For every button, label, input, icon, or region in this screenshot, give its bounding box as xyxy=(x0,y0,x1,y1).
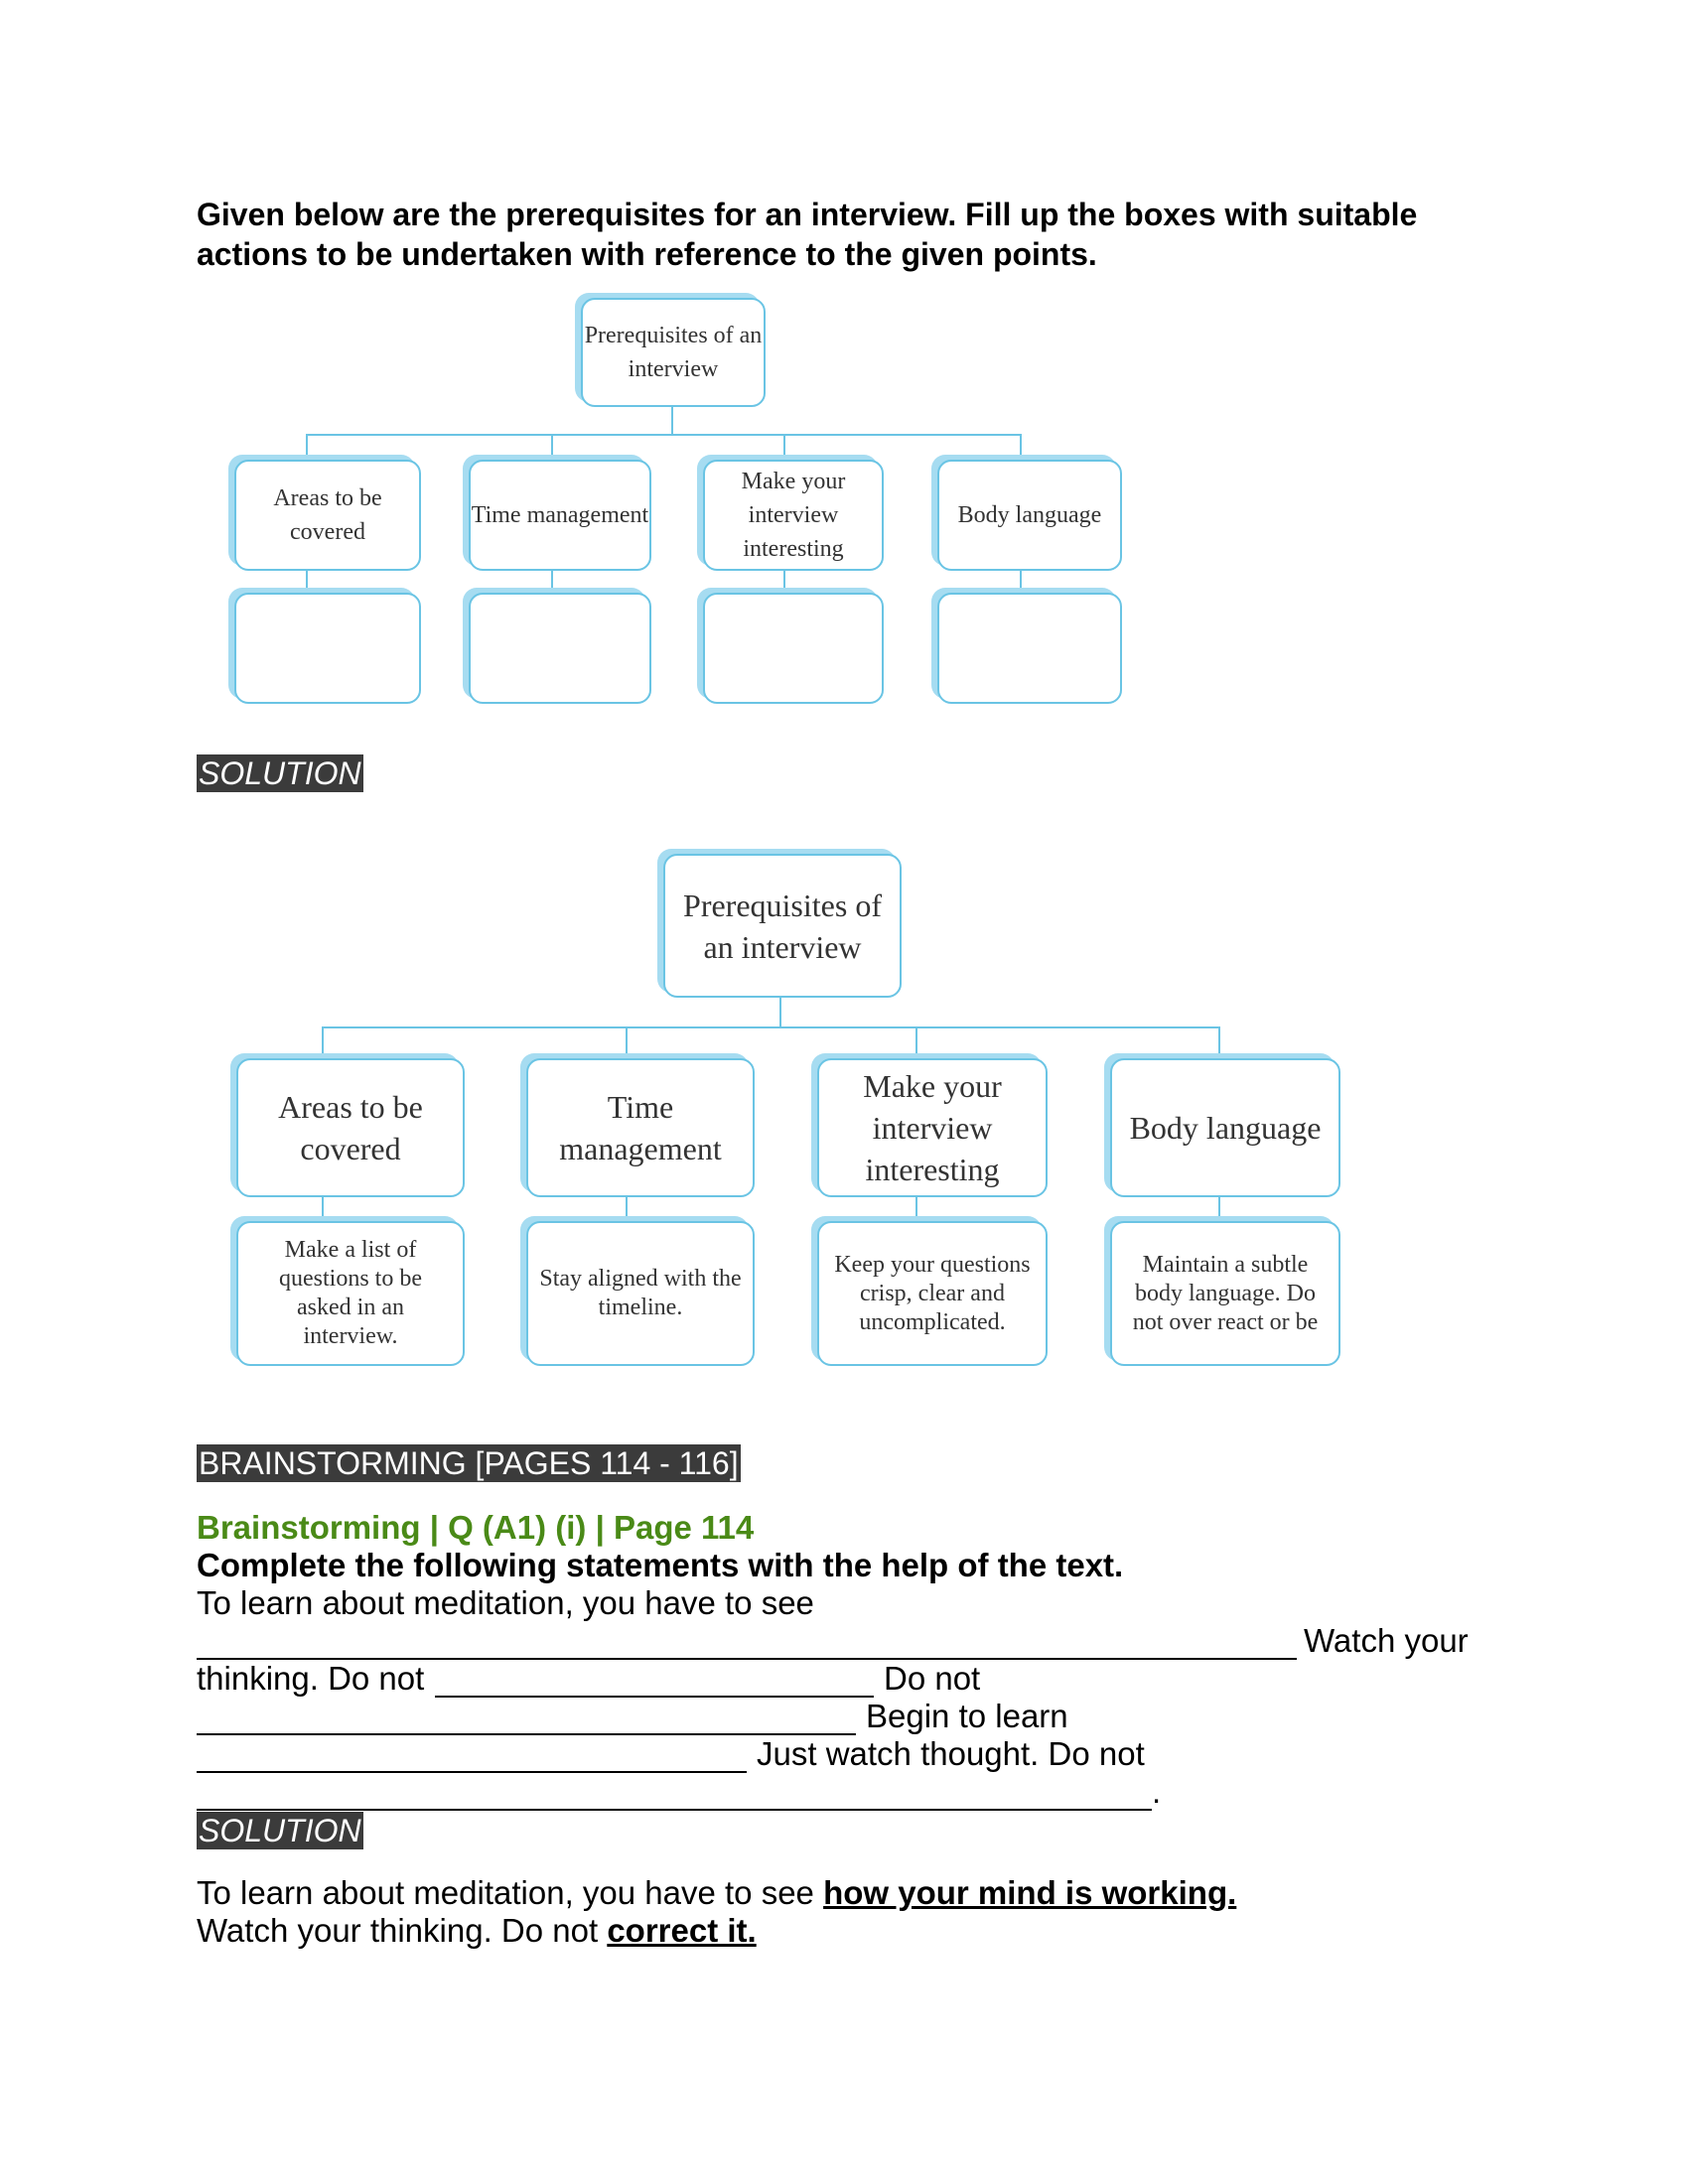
diagram-branch-box xyxy=(526,1058,755,1197)
diagram-branch-label: Time management xyxy=(559,1089,722,1166)
diagram-answer-text: Make a list of questions to be asked in an interview. xyxy=(279,1237,422,1349)
solution-label: SOLUTION xyxy=(199,755,361,791)
question-prompt: Complete the following statements with the help of the text. xyxy=(197,1547,1124,1583)
diagram-branch-box xyxy=(234,460,421,571)
diagram-answer-box xyxy=(236,1221,465,1366)
diagram-answer-text: Stay aligned with the timeline. xyxy=(539,1266,742,1320)
diagram-branch-box xyxy=(469,460,651,571)
diagram-empty-box[interactable] xyxy=(234,593,421,704)
diagram-root-label: Prerequisites of an interview xyxy=(584,323,763,382)
question-begin-to-learn: Begin to learn xyxy=(866,1698,1068,1734)
section-heading: BRAINSTORMING [PAGES 114 - 116] xyxy=(199,1445,739,1481)
answer-blank-4[interactable] xyxy=(197,1771,747,1773)
solution-answer-2: correct it. xyxy=(607,1912,757,1949)
diagram-answer-text: Keep your questions crisp, clear and uncomplicated. xyxy=(834,1251,1031,1335)
answer-blank-2[interactable] xyxy=(435,1696,874,1698)
diagram-branch-label: Body language xyxy=(1129,1110,1322,1146)
instruction-text: Given below are the prerequisites for an interview. Fill up the boxes with suitable actions to be undertaken with reference to the given points. xyxy=(197,197,1418,272)
solution-line-2 xyxy=(197,1912,757,1950)
diagram-empty-box[interactable] xyxy=(937,593,1122,704)
diagram-root-box xyxy=(581,298,766,407)
solution-line-1-prefix: To learn about meditation, you have to see xyxy=(197,1874,814,1911)
question-period: . xyxy=(1152,1773,1162,1810)
question-do-not: Do not xyxy=(884,1660,981,1697)
diagram-answer-text: Maintain a subtle body language. Do not over react or be xyxy=(1132,1251,1319,1335)
diagram-answer-box xyxy=(526,1221,755,1366)
answer-blank-5[interactable] xyxy=(197,1809,1152,1811)
diagram-answer-box xyxy=(817,1221,1048,1366)
question-thinking-do-not: thinking. Do not xyxy=(197,1660,425,1697)
diagram-branch-label: Make your interview interesting xyxy=(741,469,846,562)
diagram-branch-box xyxy=(937,460,1122,571)
diagram-branch-label: Areas to be covered xyxy=(273,485,382,545)
diagram-branch-box xyxy=(236,1058,465,1197)
question-heading: Brainstorming | Q (A1) (i) | Page 114 xyxy=(197,1509,755,1546)
diagram-branch-box xyxy=(703,460,884,571)
diagram-empty-box[interactable] xyxy=(469,593,651,704)
diagram-branch-label: Time management xyxy=(471,502,649,528)
diagram-empty-box[interactable] xyxy=(703,593,884,704)
question-watch-your: Watch your xyxy=(1304,1622,1469,1659)
solution-answer-1: how your mind is working. xyxy=(823,1874,1237,1911)
diagram-branch-label: Body language xyxy=(957,502,1102,528)
question-just-watch: Just watch thought. Do not xyxy=(757,1735,1145,1772)
question-line-1: To learn about meditation, you have to see xyxy=(197,1584,814,1621)
diagram-answer-box xyxy=(1110,1221,1340,1366)
diagram-root-label: Prerequisites of an interview xyxy=(683,887,882,965)
solution-line-2-prefix: Watch your thinking. Do not xyxy=(197,1912,599,1949)
diagram-branch-box xyxy=(1110,1058,1340,1197)
solution-line-1 xyxy=(197,1874,1236,1912)
diagram-branch-label: Areas to be covered xyxy=(278,1089,423,1166)
diagram-root-box xyxy=(663,854,902,998)
diagram-branch-box xyxy=(817,1058,1048,1197)
diagram-branch-label: Make your interview interesting xyxy=(863,1068,1002,1187)
solution-label: SOLUTION xyxy=(199,1813,361,1848)
